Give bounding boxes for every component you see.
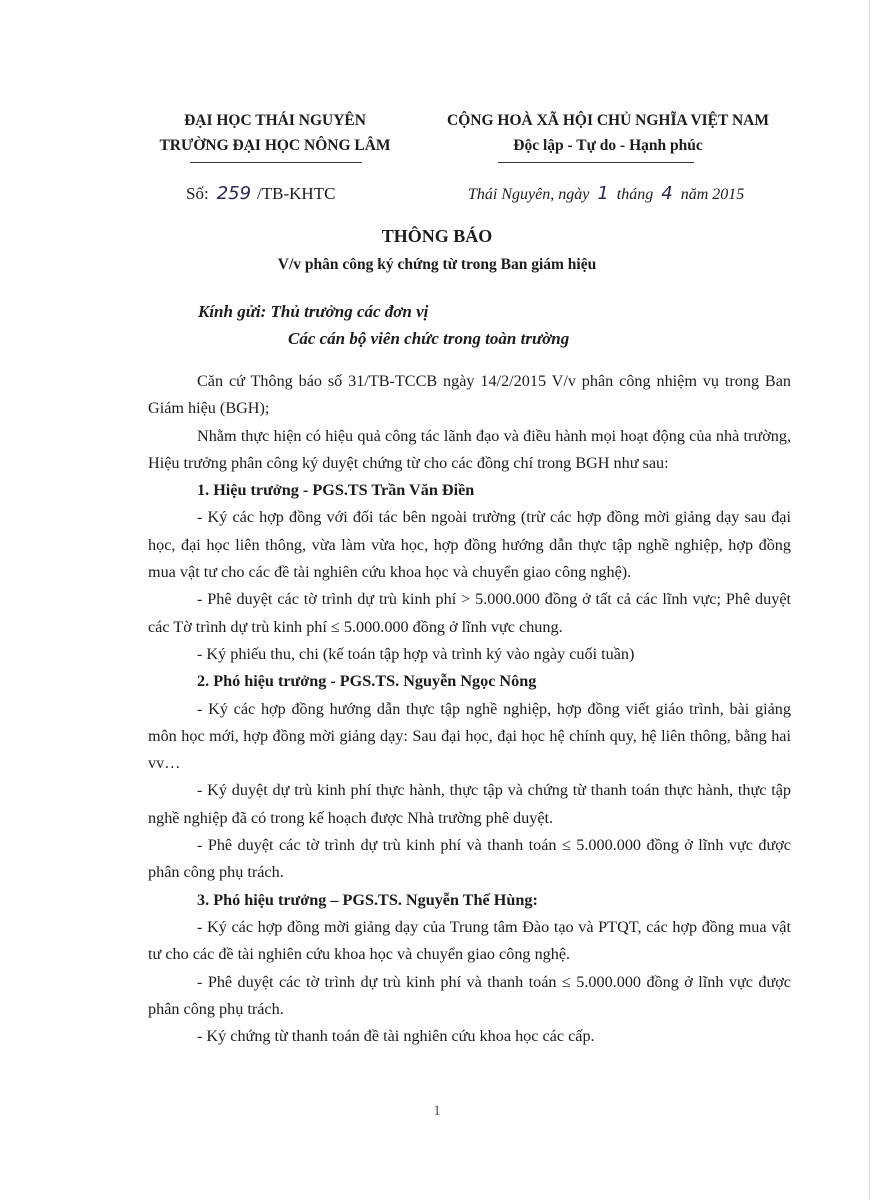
national-header [428,108,788,158]
intro-paragraph-1: Căn cứ Thông báo số 31/TB-TCCB ngày 14/2/2015 V/v phân công nhiệm vụ trong Ban Giám hiệu (BGH); [148,372,791,418]
date-month: 4 [661,183,673,204]
date-place: Thái Nguyên, ngày [468,186,590,203]
recipient-line-1 [198,302,428,322]
date-month-label: tháng [616,186,654,203]
issuer-school: TRƯỜNG ĐẠI HỌC NÔNG LÂM [159,137,391,154]
recipient-label: Kính gửi: [198,302,267,321]
section-2-item-3: - Phê duyệt các tờ trình dự trù kinh phí và thanh toán ≤ 5.000.000 đồng ở lĩnh vực được phân công phụ trách. [148,836,791,882]
scan-edge-line [869,0,870,1200]
section-3-item-3: - Ký chứng từ thanh toán đề tài nghiên cứu khoa học các cấp. [197,1027,595,1046]
place-date [468,183,744,204]
issuer-university: ĐẠI HỌC THÁI NGUYÊN [184,112,366,129]
date-day: 1 [597,183,609,204]
section-3-item-2: - Phê duyệt các tờ trình dự trù kinh phí và thanh toán ≤ 5.000.000 đồng ở lĩnh vực được phân công phụ trách. [148,972,791,1018]
section-1-heading: 1. Hiệu trưởng - PGS.TS Trần Văn Điền [197,481,475,500]
intro-paragraph-2: Nhằm thực hiện có hiệu quả công tác lãnh đạo và điều hành mọi hoạt động của nhà trường, Hiệu trưởng phân công ký duyệt chứng từ cho các đồng chí trong BGH như sau: [148,426,791,472]
section-2-item-1: - Ký các hợp đồng hướng dẫn thực tập nghề nghiệp, hợp đồng viết giáo trình, bài giảng môn học mới, hợp đồng mời giảng dạy: Sau đại học, đại học hệ chính quy, hệ liên thông, bằng hai vv… [148,699,791,773]
national-title: CỘNG HOÀ XÃ HỘI CHỦ NGHĨA VIỆT NAM [447,112,769,129]
issuer-underline [190,162,362,163]
document-subtitle: V/v phân công ký chứng từ trong Ban giám hiệu [277,256,597,273]
document-reference [186,183,335,204]
date-year: năm 2015 [680,186,745,203]
reference-code: /TB-KHTC [257,184,336,203]
national-motto: Độc lập - Tự do - Hạnh phúc [513,137,703,154]
section-1-item-3: - Ký phiếu thu, chi (kế toán tập hợp và trình ký vào ngày cuối tuần) [197,644,635,663]
document-body [148,368,791,1050]
reference-label: Số: [186,184,209,203]
section-3-item-1: - Ký các hợp đồng mời giảng dạy của Trung tâm Đào tạo và PTQT, các hợp đồng mua vật tư cho các đề tài nghiên cứu khoa học và chuyển giao công nghệ. [148,917,791,964]
recipient-1: Thủ trưởng các đơn vị [270,302,429,321]
section-1-item-1: - Ký các hợp đồng với đối tác bên ngoài trường (trừ các hợp đồng mời giảng dạy sau đại học, đại học liên thông, vừa làm vừa học, hợp đồng hướng dẫn thực tập nghề nghiệp, hợp đồng mua vật tư cho các đề tài nghiên cứu khoa học và chuyển giao công nghệ). [148,508,791,582]
section-3-heading: 3. Phó hiệu trưởng – PGS.TS. Nguyễn Thế Hùng: [197,890,538,909]
reference-number: 259 [216,183,252,204]
section-1-item-2: - Phê duyệt các tờ trình dự trù kinh phí > 5.000.000 đồng ở tất cả các lĩnh vực; Phê duyệt các Tờ trình dự trù kinh phí ≤ 5.000.000 đồng ở lĩnh vực chung. [148,590,791,636]
motto-underline [498,162,694,163]
recipient-2: Các cán bộ viên chức trong toàn trường [288,329,570,348]
section-2-heading: 2. Phó hiệu trưởng - PGS.TS. Nguyễn Ngọc Nông [197,672,537,691]
issuer-header [148,108,402,158]
document-title: THÔNG BÁO [381,226,493,246]
section-2-item-2: - Ký duyệt dự trù kinh phí thực hành, thực tập và chứng từ thanh toán thực hành, thực tập nghề nghiệp đã có trong kế hoạch được Nhà trường phê duyệt. [148,781,791,827]
page-number: 1 [433,1103,441,1119]
